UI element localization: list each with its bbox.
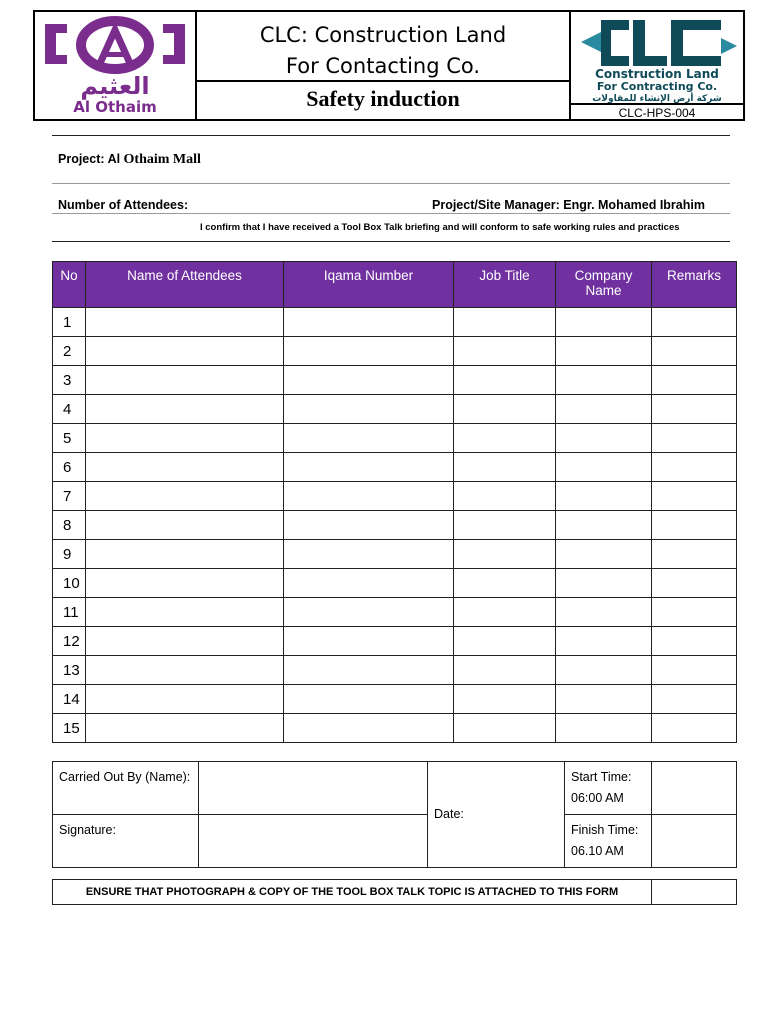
divider-line bbox=[52, 213, 730, 214]
attendee-name-field[interactable] bbox=[86, 511, 284, 540]
iqama-number-field[interactable] bbox=[284, 308, 454, 337]
row-number: 15 bbox=[53, 714, 86, 743]
company-name-field[interactable] bbox=[556, 395, 652, 424]
table-row bbox=[53, 308, 737, 337]
table-row bbox=[53, 540, 737, 569]
iqama-number-field[interactable] bbox=[284, 453, 454, 482]
attendee-name-field[interactable] bbox=[86, 453, 284, 482]
col-header-iqama: Iqama Number bbox=[284, 262, 454, 308]
job-title-field[interactable] bbox=[454, 511, 556, 540]
table-row bbox=[53, 627, 737, 656]
logo-name-arabic: شركة أرض الإنشاء للمقاولات bbox=[592, 94, 722, 103]
logo-name-line1: Construction Land bbox=[595, 67, 719, 81]
clc-logo bbox=[571, 12, 743, 103]
row-number: 3 bbox=[53, 366, 86, 395]
company-name-field[interactable] bbox=[556, 337, 652, 366]
company-name-field[interactable] bbox=[556, 511, 652, 540]
start-time-cell bbox=[565, 762, 652, 815]
attendee-name-field[interactable] bbox=[86, 569, 284, 598]
row-number: 2 bbox=[53, 337, 86, 366]
attendees-table-body bbox=[53, 308, 737, 743]
carried-out-name-field[interactable] bbox=[199, 762, 428, 815]
project-line bbox=[58, 152, 201, 168]
logo-arabic-text: العثيم bbox=[80, 72, 150, 100]
remarks-field[interactable] bbox=[652, 424, 737, 453]
remarks-field[interactable] bbox=[652, 598, 737, 627]
attendee-name-field[interactable] bbox=[86, 598, 284, 627]
table-row bbox=[53, 424, 737, 453]
attendee-name-field[interactable] bbox=[86, 366, 284, 395]
col-header-job-title: Job Title bbox=[454, 262, 556, 308]
company-name-field[interactable] bbox=[556, 482, 652, 511]
remarks-field[interactable] bbox=[652, 714, 737, 743]
divider-line bbox=[52, 241, 730, 242]
job-title-field[interactable] bbox=[454, 685, 556, 714]
company-name-field[interactable] bbox=[556, 453, 652, 482]
attendees-count-label: Number of Attendees: bbox=[58, 198, 189, 212]
company-name-field[interactable] bbox=[556, 598, 652, 627]
row-number: 1 bbox=[53, 308, 86, 337]
table-row bbox=[53, 453, 737, 482]
al-othaim-logo bbox=[35, 12, 195, 119]
site-manager-text: Project/Site Manager: Engr. Mohamed Ibrahim bbox=[432, 198, 705, 212]
job-title-field[interactable] bbox=[454, 308, 556, 337]
company-name-field[interactable] bbox=[556, 540, 652, 569]
form-header bbox=[33, 10, 745, 121]
row-number: 14 bbox=[53, 685, 86, 714]
job-title-field[interactable] bbox=[454, 424, 556, 453]
iqama-number-field[interactable] bbox=[284, 511, 454, 540]
iqama-number-field[interactable] bbox=[284, 540, 454, 569]
iqama-number-field[interactable] bbox=[284, 598, 454, 627]
row-number: 11 bbox=[53, 598, 86, 627]
date-label: Date: bbox=[428, 762, 565, 868]
job-title-field[interactable] bbox=[454, 627, 556, 656]
job-title-field[interactable] bbox=[454, 482, 556, 511]
iqama-number-field[interactable] bbox=[284, 627, 454, 656]
job-title-field[interactable] bbox=[454, 337, 556, 366]
iqama-number-field[interactable] bbox=[284, 337, 454, 366]
row-number: 7 bbox=[53, 482, 86, 511]
job-title-field[interactable] bbox=[454, 598, 556, 627]
attendees-table bbox=[52, 261, 737, 743]
iqama-number-field[interactable] bbox=[284, 366, 454, 395]
remarks-field[interactable] bbox=[652, 308, 737, 337]
table-row bbox=[53, 366, 737, 395]
remarks-field[interactable] bbox=[652, 511, 737, 540]
start-time-value: 06:00 AM bbox=[571, 791, 624, 805]
start-time-label: Start Time: bbox=[571, 770, 632, 784]
table-row bbox=[53, 569, 737, 598]
attendee-name-field[interactable] bbox=[86, 337, 284, 366]
company-title bbox=[197, 20, 569, 82]
row-number: 8 bbox=[53, 511, 86, 540]
row-number: 12 bbox=[53, 627, 86, 656]
signature-label: Signature: bbox=[53, 815, 199, 868]
remarks-field[interactable] bbox=[652, 569, 737, 598]
attendee-name-field[interactable] bbox=[86, 656, 284, 685]
job-title-field[interactable] bbox=[454, 569, 556, 598]
signoff-table bbox=[52, 761, 737, 868]
company-name-field[interactable] bbox=[556, 569, 652, 598]
attendee-name-field[interactable] bbox=[86, 627, 284, 656]
company-title-line2: For Contacting Co. bbox=[285, 54, 481, 78]
attendee-name-field[interactable] bbox=[86, 308, 284, 337]
start-time-extra-field[interactable] bbox=[652, 762, 737, 815]
notice-table bbox=[52, 879, 737, 905]
job-title-field[interactable] bbox=[454, 656, 556, 685]
job-title-field[interactable] bbox=[454, 453, 556, 482]
iqama-number-field[interactable] bbox=[284, 569, 454, 598]
project-value-part2: Othaim Mall bbox=[123, 152, 201, 167]
iqama-number-field[interactable] bbox=[284, 714, 454, 743]
row-number: 13 bbox=[53, 656, 86, 685]
carried-out-label: Carried Out By (Name): bbox=[53, 762, 199, 815]
company-name-field[interactable] bbox=[556, 424, 652, 453]
remarks-field[interactable] bbox=[652, 366, 737, 395]
attendee-name-field[interactable] bbox=[86, 424, 284, 453]
divider-line bbox=[52, 183, 730, 184]
row-number: 9 bbox=[53, 540, 86, 569]
finish-time-cell bbox=[565, 815, 652, 868]
company-name-field[interactable] bbox=[556, 627, 652, 656]
remarks-field[interactable] bbox=[652, 540, 737, 569]
company-name-field[interactable] bbox=[556, 656, 652, 685]
row-number: 5 bbox=[53, 424, 86, 453]
photograph-notice: ENSURE THAT PHOTOGRAPH & COPY OF THE TOOL BOX TALK TOPIC IS ATTACHED TO THIS FORM bbox=[53, 880, 652, 905]
job-title-field[interactable] bbox=[454, 366, 556, 395]
col-header-company: Company Name bbox=[556, 262, 652, 308]
table-row bbox=[53, 337, 737, 366]
finish-time-label: Finish Time: bbox=[571, 823, 639, 837]
table-row bbox=[53, 714, 737, 743]
project-label: Project: bbox=[58, 152, 105, 166]
notice-checkbox-field[interactable] bbox=[652, 880, 737, 905]
document-code: CLC-HPS-004 bbox=[618, 106, 696, 120]
project-value-part1: Al bbox=[107, 152, 121, 166]
attendee-name-field[interactable] bbox=[86, 714, 284, 743]
finish-time-extra-field[interactable] bbox=[652, 815, 737, 868]
table-row bbox=[53, 511, 737, 540]
iqama-number-field[interactable] bbox=[284, 424, 454, 453]
table-row bbox=[53, 598, 737, 627]
iqama-number-field[interactable] bbox=[284, 482, 454, 511]
col-header-name: Name of Attendees bbox=[86, 262, 284, 308]
table-row bbox=[53, 656, 737, 685]
remarks-field[interactable] bbox=[652, 656, 737, 685]
attendee-name-field[interactable] bbox=[86, 685, 284, 714]
remarks-field[interactable] bbox=[652, 627, 737, 656]
attendee-name-field[interactable] bbox=[86, 395, 284, 424]
table-row bbox=[53, 482, 737, 511]
confirmation-statement: I confirm that I have received a Tool Box Talk briefing and will conform to safe working rules and practices bbox=[200, 222, 680, 233]
remarks-field[interactable] bbox=[652, 453, 737, 482]
row-number: 4 bbox=[53, 395, 86, 424]
iqama-number-field[interactable] bbox=[284, 656, 454, 685]
remarks-field[interactable] bbox=[652, 395, 737, 424]
remarks-field[interactable] bbox=[652, 482, 737, 511]
col-header-no: No bbox=[53, 262, 86, 308]
iqama-number-field[interactable] bbox=[284, 685, 454, 714]
table-header-row bbox=[53, 262, 737, 308]
remarks-field[interactable] bbox=[652, 685, 737, 714]
company-title-line1: CLC: Construction Land bbox=[259, 23, 507, 47]
logo-name-line2: For Contracting Co. bbox=[596, 80, 718, 93]
attendee-name-field[interactable] bbox=[86, 482, 284, 511]
table-row bbox=[53, 685, 737, 714]
company-name-field[interactable] bbox=[556, 366, 652, 395]
company-name-field[interactable] bbox=[556, 308, 652, 337]
table-row bbox=[53, 395, 737, 424]
logo-latin-text: Al Othaim bbox=[73, 98, 157, 116]
signature-field[interactable] bbox=[199, 815, 428, 868]
form-subtitle: Safety induction bbox=[306, 86, 460, 111]
iqama-number-field[interactable] bbox=[284, 395, 454, 424]
job-title-field[interactable] bbox=[454, 714, 556, 743]
row-number: 6 bbox=[53, 453, 86, 482]
job-title-field[interactable] bbox=[454, 395, 556, 424]
attendee-name-field[interactable] bbox=[86, 540, 284, 569]
company-name-field[interactable] bbox=[556, 714, 652, 743]
job-title-field[interactable] bbox=[454, 540, 556, 569]
row-number: 10 bbox=[53, 569, 86, 598]
company-name-field[interactable] bbox=[556, 685, 652, 714]
remarks-field[interactable] bbox=[652, 337, 737, 366]
divider-line bbox=[52, 135, 730, 136]
finish-time-value: 06.10 AM bbox=[571, 844, 624, 858]
col-header-remarks: Remarks bbox=[652, 262, 737, 308]
